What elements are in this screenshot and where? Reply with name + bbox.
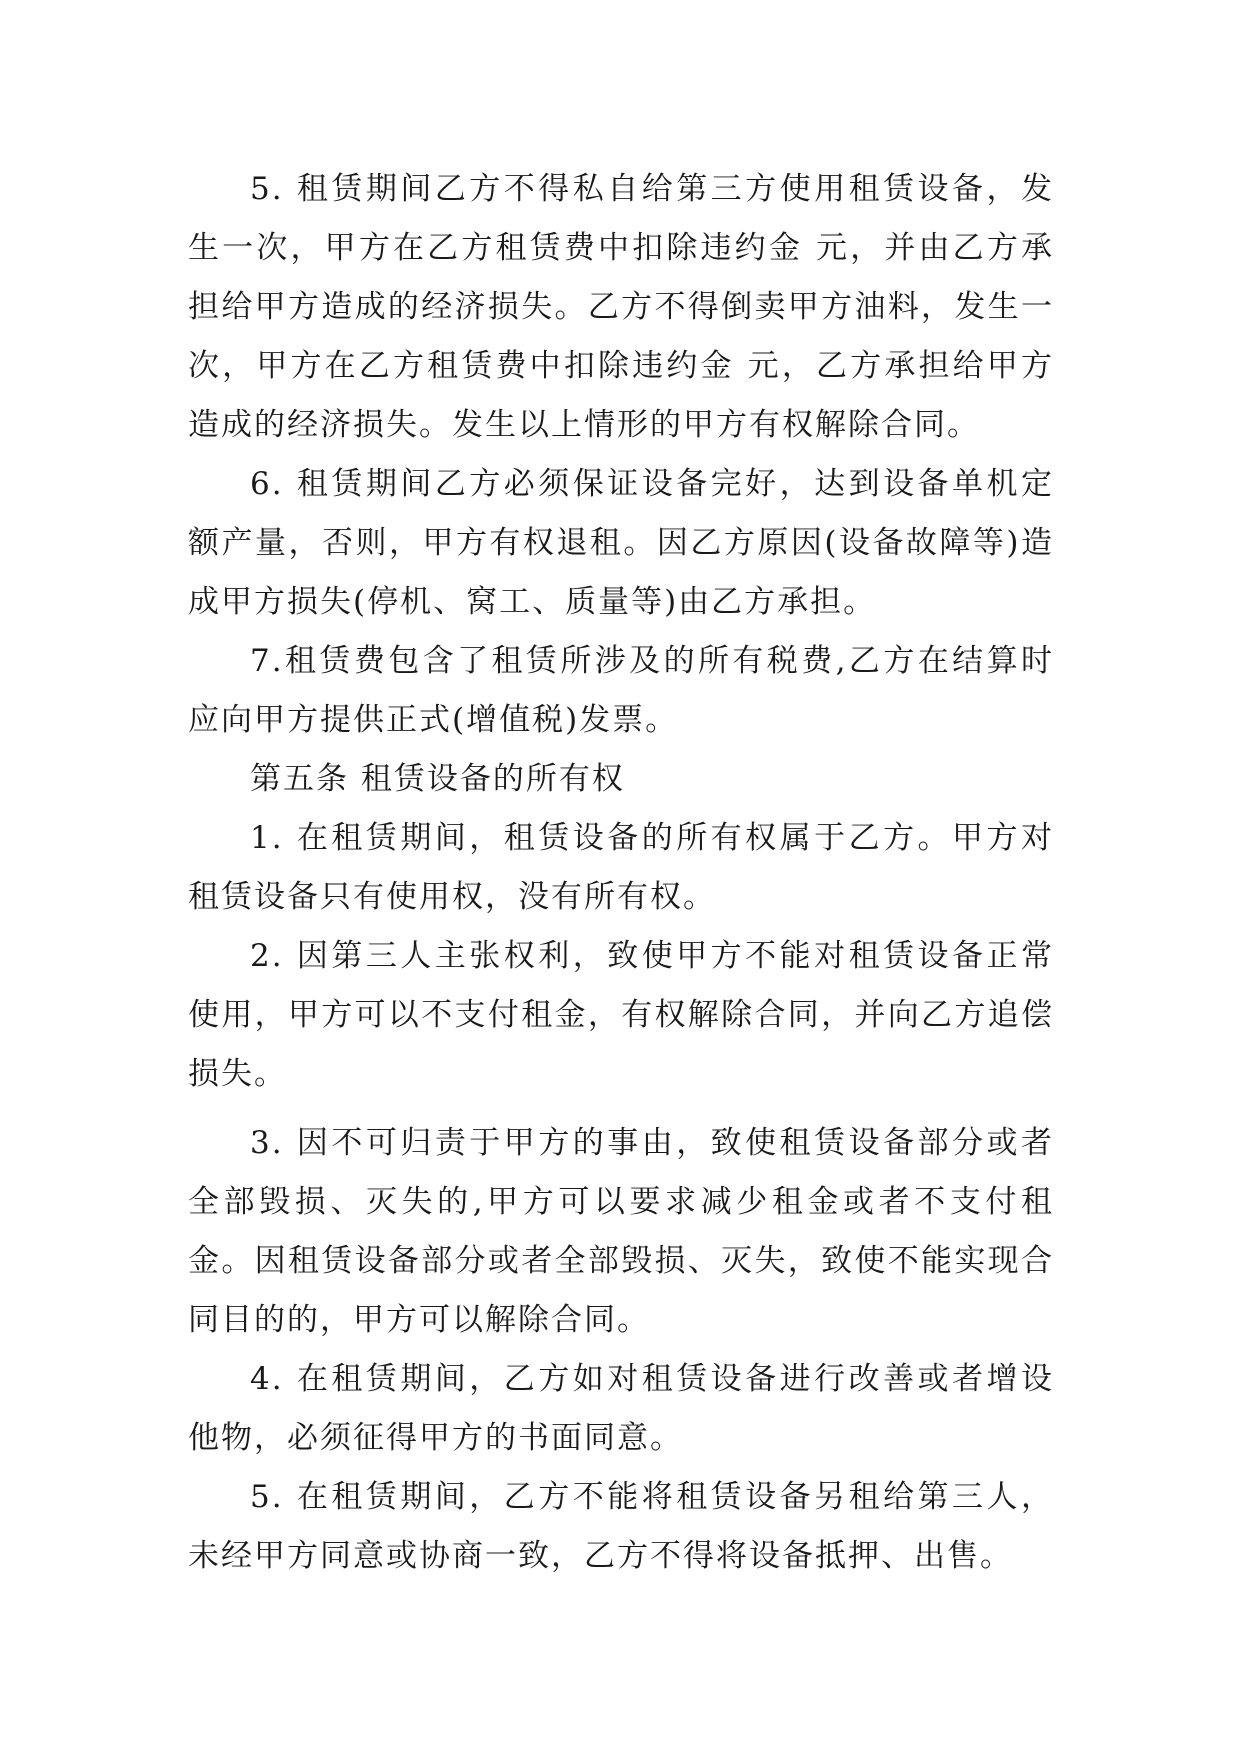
clause-4-item-5: 5. 租赁期间乙方不得私自给第三方使用租赁设备，发生一次，甲方在乙方租赁费中扣除违约金 元，并由乙方承担给甲方造成的经济损失。乙方不得倒卖甲方油料，发生一次，甲方在乙方租赁费中扣除违约金 元，乙方承担给甲方造成的经济损失。发生以上情形的甲方有权解除合同。 <box>188 171 1054 443</box>
article-5-item-2: 2. 因第三人主张权利，致使甲方不能对租赁设备正常使用，甲方可以不支付租金，有权解除合同，并向乙方追偿损失。 <box>188 938 1054 1092</box>
article-5-item-4: 4. 在租赁期间，乙方如对租赁设备进行改善或者增设他物，必须征得甲方的书面同意。 <box>188 1361 1054 1456</box>
document-body <box>188 160 1054 1586</box>
article-5-item-5: 5. 在租赁期间，乙方不能将租赁设备另租给第三人，未经甲方同意或协商一致，乙方不得将设备抵押、出售。 <box>188 1479 1054 1574</box>
clause-4-item-7: 7.租赁费包含了租赁所涉及的所有税费,乙方在结算时应向甲方提供正式(增值税)发票。 <box>188 643 1054 738</box>
article-5-item-1: 1. 在租赁期间，租赁设备的所有权属于乙方。甲方对租赁设备只有使用权，没有所有权。 <box>188 820 1054 915</box>
clause-4-item-6: 6. 租赁期间乙方必须保证设备完好，达到设备单机定额产量，否则，甲方有权退租。因乙方原因(设备故障等)造成甲方损失(停机、窝工、质量等)由乙方承担。 <box>188 466 1054 620</box>
article-5-item-3: 3. 因不可归责于甲方的事由，致使租赁设备部分或者全部毁损、灭失的,甲方可以要求减少租金或者不支付租金。因租赁设备部分或者全部毁损、灭失，致使不能实现合同目的的，甲方可以解除合同。 <box>188 1125 1054 1338</box>
article-5-heading: 第五条 租赁设备的所有权 <box>250 761 625 797</box>
